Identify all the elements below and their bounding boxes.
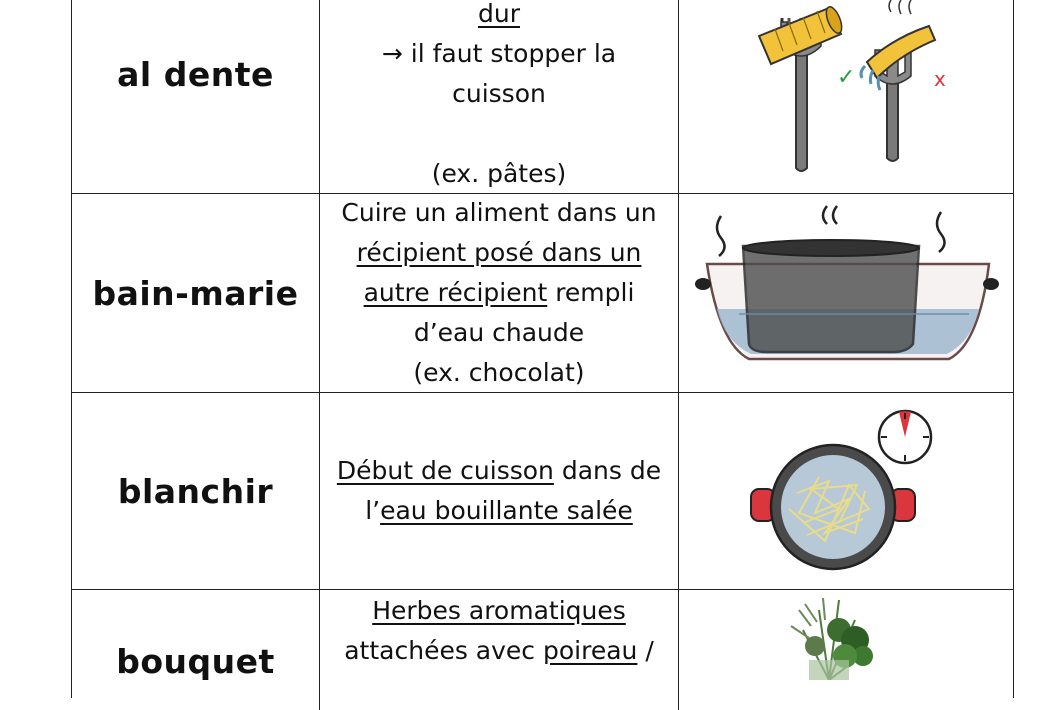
al-dente-forks-illustration bbox=[679, 0, 1013, 194]
illustration-cell bbox=[679, 393, 1013, 589]
table-row bbox=[72, 0, 1013, 194]
def-line: eau bouillante salée bbox=[380, 496, 633, 525]
bouquet-garni-illustration bbox=[679, 590, 1013, 680]
def-line: Cuire un aliment dans un bbox=[341, 198, 657, 227]
definition-al-dente bbox=[382, 0, 616, 194]
def-line: (ex. chocolat) bbox=[413, 358, 585, 387]
def-line: attachées avec bbox=[344, 636, 543, 665]
check-icon: ✓ bbox=[837, 64, 856, 90]
pot-icon bbox=[743, 240, 919, 352]
def-line: l’ bbox=[365, 496, 381, 525]
def-line: il faut stopper la bbox=[410, 39, 617, 68]
definition-cell bbox=[320, 0, 679, 193]
def-line: (ex. pâtes) bbox=[431, 159, 567, 188]
def-line: cuisson bbox=[452, 79, 546, 108]
def-line: / bbox=[637, 636, 654, 665]
definition-cell bbox=[320, 393, 679, 589]
term-cell bbox=[72, 393, 320, 589]
bain-marie-illustration bbox=[679, 194, 1013, 393]
cross-icon: x bbox=[934, 66, 946, 91]
definition-bain-marie bbox=[341, 193, 656, 393]
def-line: poireau bbox=[543, 636, 638, 665]
def-line: Début de cuisson bbox=[336, 456, 554, 485]
term-blanchir: blanchir bbox=[117, 471, 274, 511]
definition-blanchir bbox=[337, 451, 661, 531]
timer-icon bbox=[879, 411, 931, 463]
def-line: dur bbox=[477, 0, 520, 28]
definition-cell bbox=[320, 194, 679, 392]
def-line: dans de bbox=[553, 456, 662, 485]
term-al-dente: al dente bbox=[117, 54, 274, 94]
term-cell bbox=[72, 590, 320, 710]
def-line: récipient posé dans un bbox=[356, 238, 642, 267]
pot-icon bbox=[751, 445, 915, 569]
def-line: autre récipient bbox=[363, 278, 548, 307]
def-line: d’eau chaude bbox=[413, 318, 585, 347]
term-cell bbox=[72, 0, 320, 193]
arrow-glyph: → bbox=[381, 39, 403, 68]
table-row bbox=[72, 393, 1013, 590]
table-row bbox=[72, 590, 1013, 710]
blanchir-pot-illustration bbox=[679, 393, 1013, 590]
definition-cell bbox=[320, 590, 679, 710]
definition-bouquet bbox=[344, 591, 654, 671]
glossary-table bbox=[71, 0, 1014, 698]
illustration-cell bbox=[679, 194, 1013, 392]
illustration-cell bbox=[679, 0, 1013, 193]
def-line: Herbes aromatiques bbox=[372, 596, 626, 625]
def-line: rempli bbox=[547, 278, 635, 307]
table-row bbox=[72, 194, 1013, 393]
term-bain-marie: bain-marie bbox=[92, 273, 299, 313]
term-bouquet: bouquet bbox=[116, 642, 275, 681]
illustration-cell bbox=[679, 590, 1013, 710]
term-cell bbox=[72, 194, 320, 392]
herbs-icon bbox=[791, 598, 873, 680]
